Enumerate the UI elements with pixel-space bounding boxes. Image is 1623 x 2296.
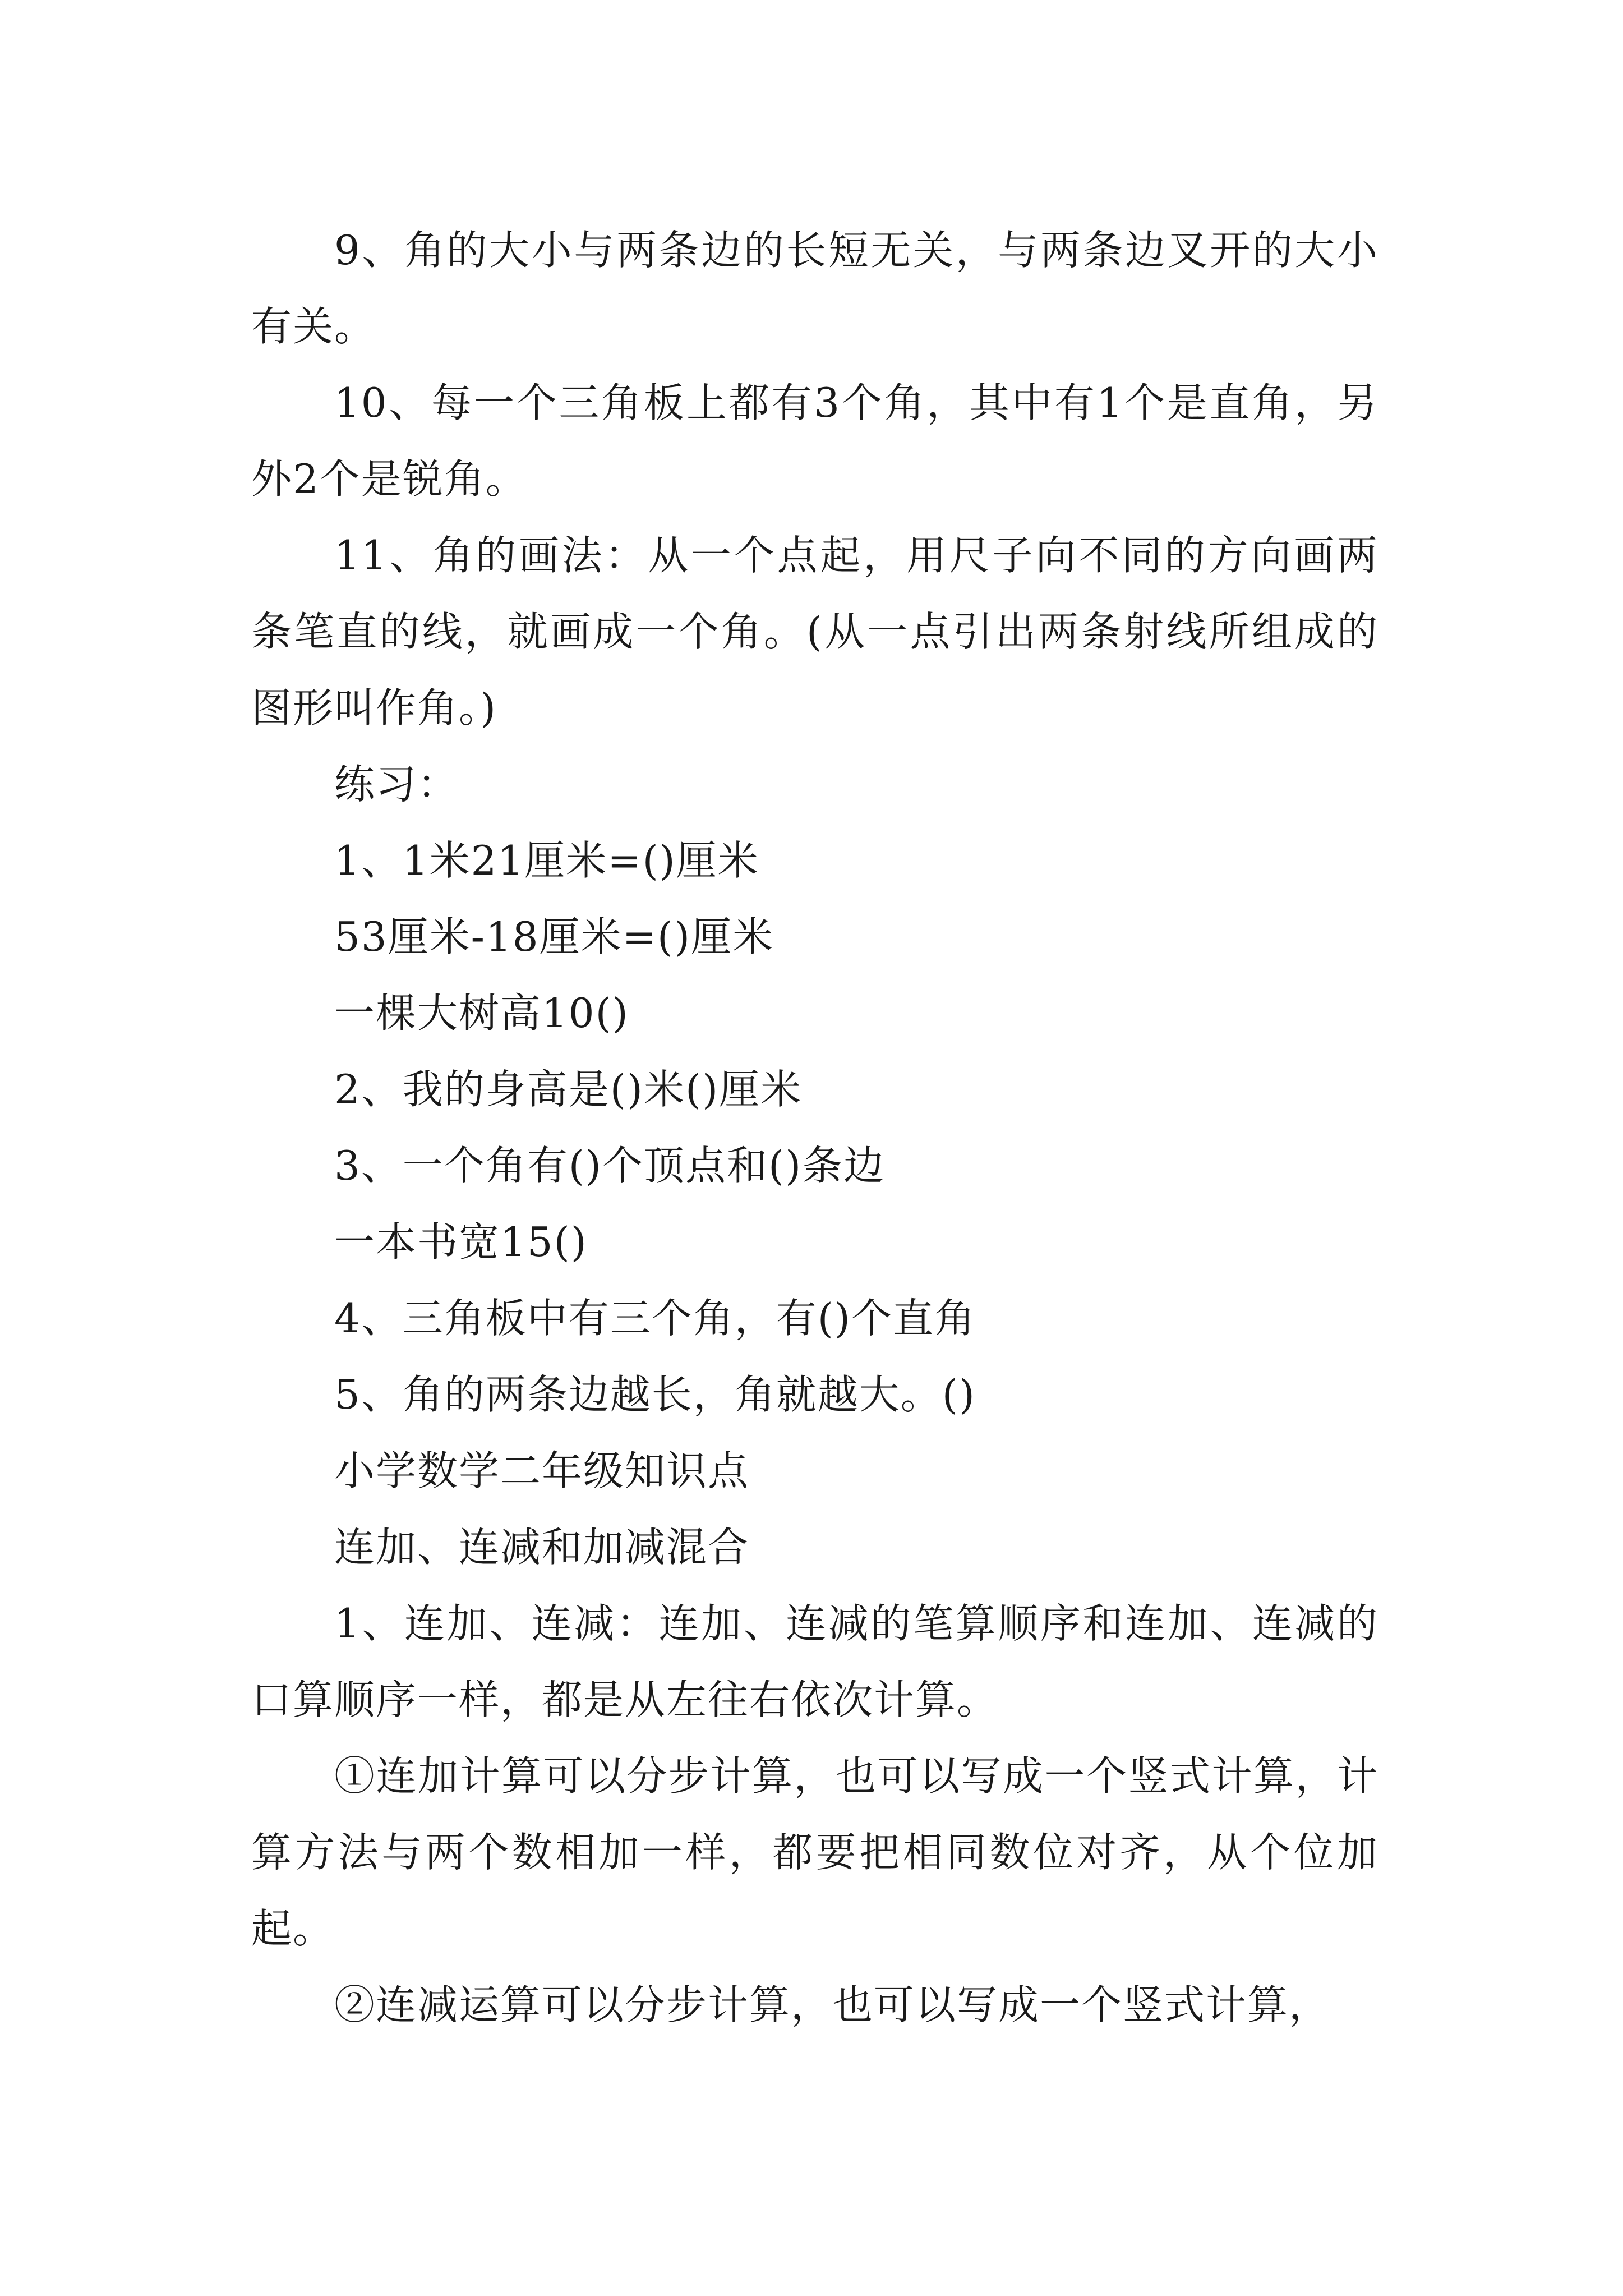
continuous-add-subtract-rule: 1、连加、连减：连加、连减的笔算顺序和连加、连减的口算顺序一样，都是从左往右依次计算。 [251,1600,1378,1723]
continuous-subtraction-method: ②连减运算可以分步计算，也可以写成一个竖式计算， [334,1981,1331,2028]
exercise-item: 1、1米21厘米=()厘米 [334,837,759,884]
exercise-item: 2、我的身高是()米()厘米 [334,1066,803,1113]
document-body [251,212,1378,2043]
triangle-ruler-angles: 10、每一个三角板上都有3个角，其中有1个是直角，另外2个是锐角。 [251,379,1378,503]
angle-drawing-method: 11、角的画法：从一个点起，用尺子向不同的方向画两条笔直的线，就画成一个角。(从一点引出两条射线所组成的图形叫作角。) [251,532,1378,731]
angle-size-rule: 9、角的大小与两条边的长短无关，与两条边叉开的大小有关。 [251,227,1378,350]
exercise-heading: 练习： [334,761,459,808]
exercise-item: 4、三角板中有三个角，有()个直角 [334,1295,976,1342]
exercise-item: 53厘米-18厘米=()厘米 [334,913,774,960]
exercise-item: 一本书宽15() [334,1218,588,1266]
section-subtitle: 连加、连减和加减混合 [334,1524,750,1571]
continuous-addition-method: ①连加计算可以分步计算，也可以写成一个竖式计算，计算方法与两个数相加一样，都要把相同数位对齐，从个位加起。 [251,1752,1378,1952]
exercise-item: 5、角的两条边越长，角就越大。() [334,1371,976,1418]
exercise-item: 一棵大树高10() [334,990,629,1037]
exercise-item: 3、一个角有()个顶点和()条边 [334,1142,886,1189]
section-title: 小学数学二年级知识点 [334,1447,750,1494]
